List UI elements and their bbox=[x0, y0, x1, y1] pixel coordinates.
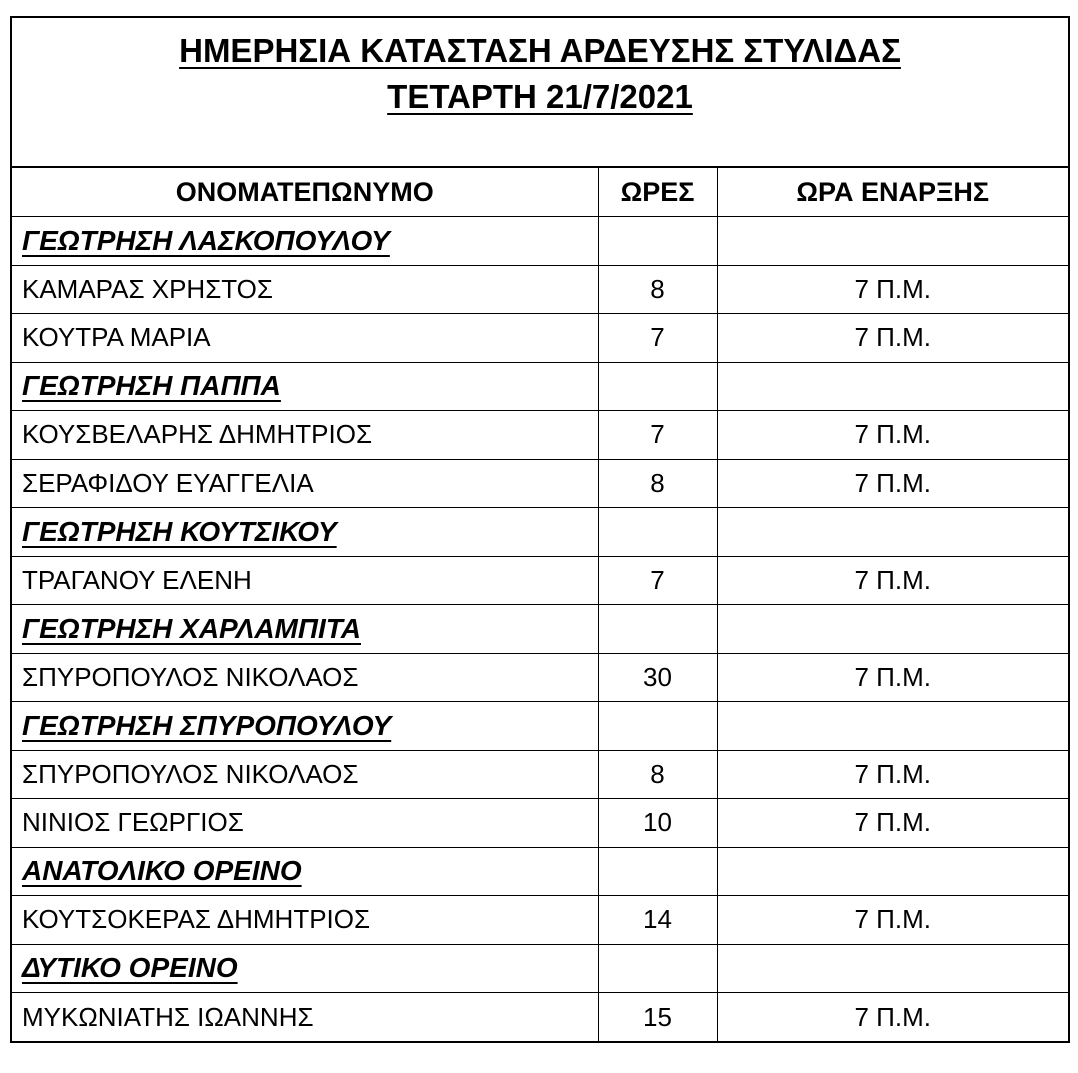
group-name: ΓΕΩΤΡΗΣΗ ΠΑΠΠΑ bbox=[22, 370, 281, 402]
hours-value: 8 bbox=[598, 750, 717, 799]
group-start-empty bbox=[717, 217, 1068, 266]
start-time-value: 7 Π.Μ. bbox=[717, 993, 1068, 1042]
table-row bbox=[12, 556, 1068, 605]
person-name: ΣΕΡΑΦΙΔΟΥ ΕΥΑΓΓΕΛΙΑ bbox=[12, 459, 598, 508]
start-time-value: 7 Π.Μ. bbox=[717, 556, 1068, 605]
group-name: ΓΕΩΤΡΗΣΗ ΧΑΡΛΑΜΠΙΤΑ bbox=[22, 612, 361, 644]
start-time-value: 7 Π.Μ. bbox=[717, 411, 1068, 460]
group-start-empty bbox=[717, 362, 1068, 411]
header-name: ΟΝΟΜΑΤΕΠΩΝΥΜΟ bbox=[12, 168, 598, 217]
group-start-empty bbox=[717, 702, 1068, 751]
hours-value: 10 bbox=[598, 799, 717, 848]
group-row bbox=[12, 362, 1068, 411]
group-name-cell bbox=[12, 362, 598, 411]
person-name: ΤΡΑΓΑΝΟΥ ΕΛΕΝΗ bbox=[12, 556, 598, 605]
start-time-value: 7 Π.Μ. bbox=[717, 799, 1068, 848]
schedule-table bbox=[12, 168, 1068, 1041]
group-name-cell bbox=[12, 702, 598, 751]
table-row bbox=[12, 799, 1068, 848]
start-time-value: 7 Π.Μ. bbox=[717, 750, 1068, 799]
group-start-empty bbox=[717, 944, 1068, 993]
group-row bbox=[12, 847, 1068, 896]
group-hours-empty bbox=[598, 605, 717, 654]
group-start-empty bbox=[717, 605, 1068, 654]
document-title: ΗΜΕΡΗΣΙΑ ΚΑΤΑΣΤΑΣΗ ΑΡΔΕΥΣΗΣ ΣΤΥΛΙΔΑΣ bbox=[179, 32, 901, 69]
hours-value: 7 bbox=[598, 556, 717, 605]
person-name: ΝΙΝΙΟΣ ΓΕΩΡΓΙΟΣ bbox=[12, 799, 598, 848]
table-row bbox=[12, 993, 1068, 1042]
table-row bbox=[12, 314, 1068, 363]
header-start-time: ΩΡΑ ΕΝΑΡΞΗΣ bbox=[717, 168, 1068, 217]
hours-value: 15 bbox=[598, 993, 717, 1042]
group-name: ΓΕΩΤΡΗΣΗ ΣΠΥΡΟΠΟΥΛΟΥ bbox=[22, 709, 392, 741]
person-name: ΚΟΥΤΣΟΚΕΡΑΣ ΔΗΜΗΤΡΙΟΣ bbox=[12, 896, 598, 945]
person-name: ΚΟΥΣΒΕΛΑΡΗΣ ΔΗΜΗΤΡΙΟΣ bbox=[12, 411, 598, 460]
group-name-cell bbox=[12, 217, 598, 266]
group-name-cell bbox=[12, 605, 598, 654]
irrigation-schedule-sheet bbox=[10, 16, 1070, 1043]
group-hours-empty bbox=[598, 217, 717, 266]
group-hours-empty bbox=[598, 944, 717, 993]
hours-value: 8 bbox=[598, 459, 717, 508]
group-hours-empty bbox=[598, 847, 717, 896]
document-date: ΤΕΤΑΡΤΗ 21/7/2021 bbox=[387, 78, 693, 115]
table-row bbox=[12, 265, 1068, 314]
group-row bbox=[12, 508, 1068, 557]
person-name: ΣΠΥΡΟΠΟΥΛΟΣ ΝΙΚΟΛΑΟΣ bbox=[12, 653, 598, 702]
hours-value: 7 bbox=[598, 411, 717, 460]
group-hours-empty bbox=[598, 362, 717, 411]
group-name: ΓΕΩΤΡΗΣΗ ΛΑΣΚΟΠΟΥΛΟΥ bbox=[22, 224, 390, 256]
group-name-cell bbox=[12, 944, 598, 993]
table-row bbox=[12, 653, 1068, 702]
group-name-cell bbox=[12, 847, 598, 896]
group-name: ΑΝΑΤΟΛΙΚΟ ΟΡΕΙΝΟ bbox=[22, 855, 302, 887]
group-hours-empty bbox=[598, 508, 717, 557]
start-time-value: 7 Π.Μ. bbox=[717, 459, 1068, 508]
group-row bbox=[12, 217, 1068, 266]
person-name: ΣΠΥΡΟΠΟΥΛΟΣ ΝΙΚΟΛΑΟΣ bbox=[12, 750, 598, 799]
title-block bbox=[12, 18, 1068, 168]
group-start-empty bbox=[717, 508, 1068, 557]
group-start-empty bbox=[717, 847, 1068, 896]
hours-value: 14 bbox=[598, 896, 717, 945]
person-name: ΚΟΥΤΡΑ ΜΑΡΙΑ bbox=[12, 314, 598, 363]
table-row bbox=[12, 411, 1068, 460]
start-time-value: 7 Π.Μ. bbox=[717, 314, 1068, 363]
group-row bbox=[12, 605, 1068, 654]
person-name: ΚΑΜΑΡΑΣ ΧΡΗΣΤΟΣ bbox=[12, 265, 598, 314]
table-row bbox=[12, 896, 1068, 945]
header-row bbox=[12, 168, 1068, 217]
person-name: ΜΥΚΩΝΙΑΤΗΣ ΙΩΑΝΝΗΣ bbox=[12, 993, 598, 1042]
start-time-value: 7 Π.Μ. bbox=[717, 896, 1068, 945]
group-name: ΔΥΤΙΚΟ ΟΡΕΙΝΟ bbox=[22, 952, 238, 984]
hours-value: 8 bbox=[598, 265, 717, 314]
hours-value: 7 bbox=[598, 314, 717, 363]
header-hours: ΩΡΕΣ bbox=[598, 168, 717, 217]
group-name-cell bbox=[12, 508, 598, 557]
group-name: ΓΕΩΤΡΗΣΗ ΚΟΥΤΣΙΚΟΥ bbox=[22, 515, 337, 547]
table-row bbox=[12, 459, 1068, 508]
hours-value: 30 bbox=[598, 653, 717, 702]
group-row bbox=[12, 944, 1068, 993]
schedule-body bbox=[12, 217, 1068, 1042]
group-hours-empty bbox=[598, 702, 717, 751]
start-time-value: 7 Π.Μ. bbox=[717, 653, 1068, 702]
group-row bbox=[12, 702, 1068, 751]
table-row bbox=[12, 750, 1068, 799]
start-time-value: 7 Π.Μ. bbox=[717, 265, 1068, 314]
